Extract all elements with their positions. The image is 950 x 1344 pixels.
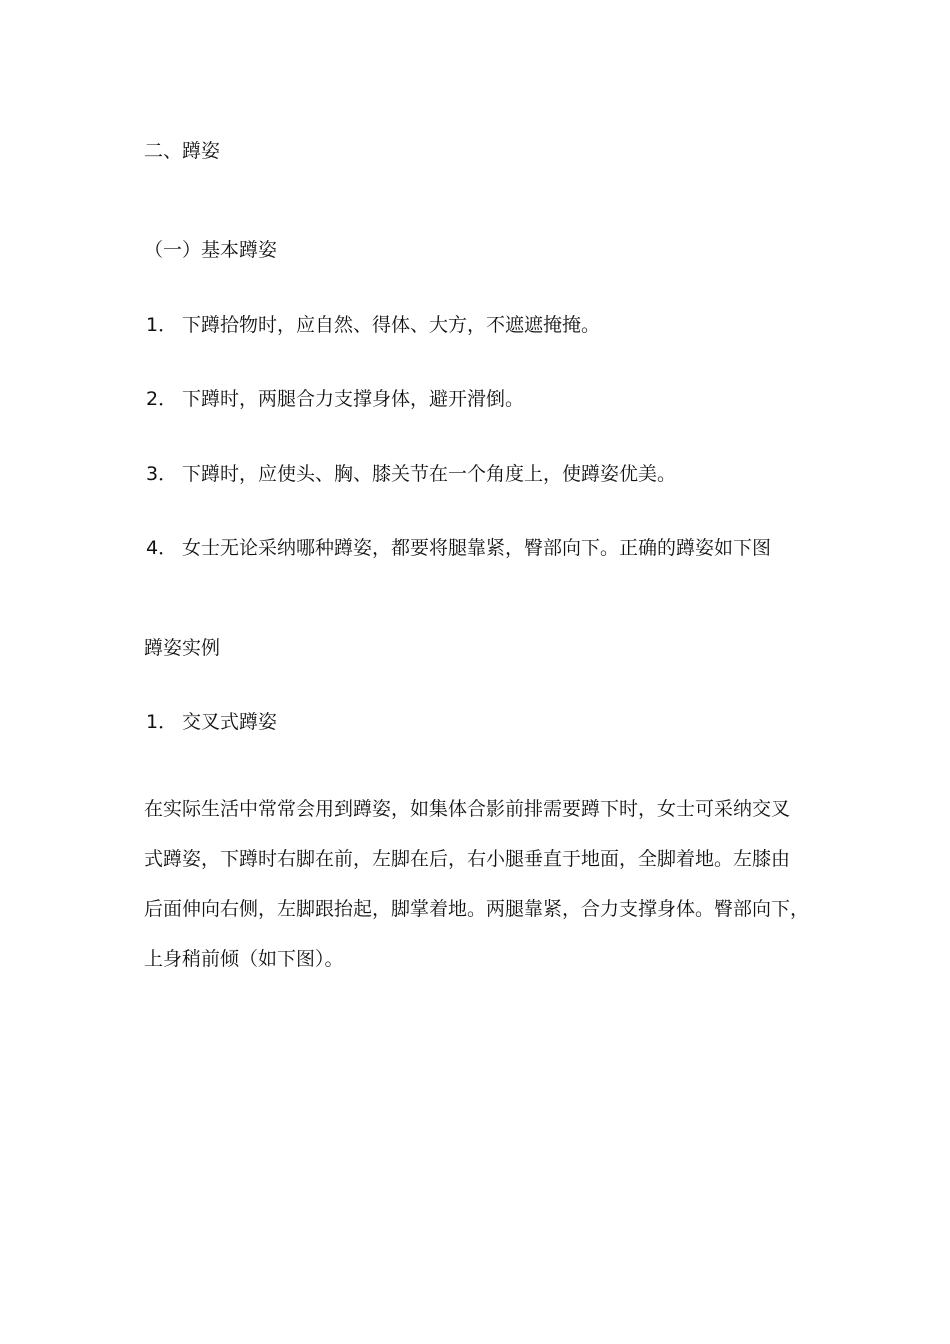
list-item-number: 4． [146, 537, 178, 559]
section-heading: 二、蹲姿 [144, 140, 221, 162]
list-item-number: 2． [146, 388, 178, 410]
paragraph-line: 上身稍前倾（如下图）。 [144, 948, 344, 970]
paragraph-line: 式蹲姿，下蹲时右脚在前，左脚在后，右小腿垂直于地面，全脚着地。左膝由 [144, 848, 791, 870]
list-item-text: 下蹲时，应使头、胸、膝关节在一个角度上，使蹲姿优美。 [182, 463, 677, 485]
examples-title: 蹲姿实例 [144, 637, 221, 659]
list-item [146, 386, 524, 412]
list-item-number: 3． [146, 463, 178, 485]
list-item [146, 535, 771, 561]
paragraph-line: 在实际生活中常常会用到蹲姿，如集体合影前排需要蹲下时，女士可采纳交叉 [144, 798, 791, 820]
list-item-text: 下蹲拾物时，应自然、得体、大方，不遮遮掩掩。 [182, 314, 601, 336]
list-item [146, 461, 676, 487]
list-item-text: 交叉式蹲姿 [182, 711, 278, 733]
list-item-number: 1． [146, 314, 178, 336]
list-item-number: 1． [146, 711, 178, 733]
list-item [146, 312, 600, 338]
paragraph-line: 后面伸向右侧，左脚跟抬起，脚掌着地。两腿靠紧，合力支撑身体。臀部向下， [144, 898, 810, 920]
list-item-text: 下蹲时，两腿合力支撑身体，避开滑倒。 [182, 388, 525, 410]
body-paragraph [144, 784, 814, 984]
list-item-text: 女士无论采纳哪种蹲姿，都要将腿靠紧，臀部向下。正确的蹲姿如下图 [182, 537, 772, 559]
subsection-heading: （一）基本蹲姿 [144, 239, 278, 261]
example-item [146, 709, 277, 735]
